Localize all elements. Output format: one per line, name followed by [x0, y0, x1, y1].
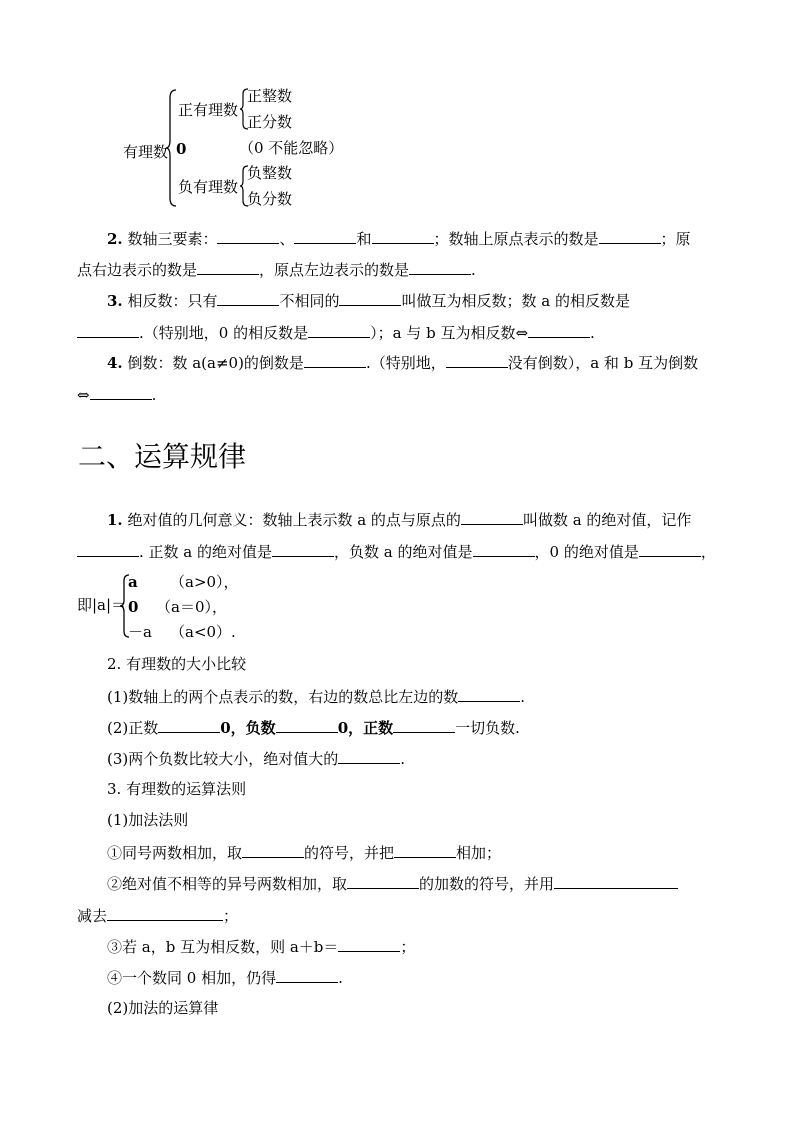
- blank[interactable]: [217, 229, 279, 244]
- blank[interactable]: [458, 687, 520, 702]
- item-3-line-1: 3. 相反数：只有 不相同的 叫做互为相反数；数 a 的相反数是: [107, 292, 630, 310]
- compare-2: (2)正数 0，负数 0，正数 一切负数.: [107, 719, 520, 737]
- blank[interactable]: [347, 874, 419, 889]
- rule-3: ③若 a，b 互为相反数，则 a＋b＝ ；: [107, 938, 416, 956]
- blank[interactable]: [409, 260, 471, 275]
- blank[interactable]: [304, 353, 366, 368]
- blank[interactable]: [528, 323, 590, 338]
- compare-1: (1)数轴上的两个点表示的数，右边的数总比左边的数 .: [107, 688, 526, 706]
- blank[interactable]: [158, 718, 220, 733]
- blank[interactable]: [197, 260, 259, 275]
- case-3-condition: （a<0）.: [170, 623, 236, 641]
- blank[interactable]: [77, 323, 139, 338]
- blank[interactable]: [276, 718, 338, 733]
- blank[interactable]: [90, 385, 152, 400]
- rule-2-line-1: ②绝对值不相等的异号两数相加，取 的加数的符号，并用: [107, 874, 678, 893]
- blank[interactable]: [599, 229, 661, 244]
- case-2-condition: （a＝0），: [156, 598, 227, 616]
- tree-root: 有理数: [123, 143, 169, 161]
- blank[interactable]: [393, 718, 455, 733]
- blank[interactable]: [77, 542, 139, 557]
- compare-3: (3)两个负数比较大小，绝对值大的 .: [107, 750, 406, 768]
- tree-positive: 正有理数: [178, 101, 239, 119]
- blank[interactable]: [242, 843, 304, 858]
- tree-negative-integer: 负整数: [247, 164, 293, 182]
- item-3-line-2: .（特别地，0 的相反数是 ）；a 与 b 互为相反数⇔ .: [77, 323, 595, 342]
- case-3-value: －a: [128, 623, 152, 641]
- tree-zero: 0: [176, 140, 187, 158]
- tree-positive-integer: 正整数: [247, 87, 293, 105]
- blank[interactable]: [473, 542, 535, 557]
- section-title: 二、运算规律: [78, 440, 247, 473]
- blank[interactable]: [372, 229, 434, 244]
- item-4-line-1: 4. 倒数：数 a(a≠0)的倒数是 .（特别地， 没有倒数），a 和 b 互为倒数: [107, 354, 699, 372]
- blank[interactable]: [639, 542, 701, 557]
- blank[interactable]: [217, 291, 279, 306]
- rule-4: ④一个数同 0 相加，仍得 .: [107, 969, 343, 987]
- rule-1: ①同号两数相加，取 的符号，并把 相加；: [107, 844, 502, 862]
- tree-zero-note: （0 不能忽略）: [239, 139, 344, 157]
- addition-heading: (1)加法法则: [107, 811, 189, 829]
- addition-laws-heading: (2)加法的运算律: [107, 999, 219, 1017]
- case-2-value: 0: [128, 598, 139, 616]
- item-2-line-1: 2. 数轴三要素： 、 和 ；数轴上原点表示的数是 ；原: [107, 230, 691, 248]
- tree-positive-fraction: 正分数: [247, 113, 293, 131]
- rule-2-line-2: 减去 ；: [77, 907, 239, 925]
- case-1-value: a: [128, 573, 138, 591]
- blank[interactable]: [554, 874, 678, 889]
- blank[interactable]: [339, 291, 401, 306]
- case-1-condition: （a>0），: [170, 573, 239, 591]
- blank[interactable]: [461, 510, 523, 525]
- compare-heading: 2. 有理数的大小比较: [107, 655, 247, 673]
- abs-def-line-1: 1. 绝对值的几何意义：数轴上表示数 a 的点与原点的 叫做数 a 的绝对值，记作: [107, 511, 692, 529]
- blank[interactable]: [394, 843, 456, 858]
- rules-heading: 3. 有理数的运算法则: [107, 780, 247, 798]
- tree-negative: 负有理数: [178, 178, 239, 196]
- item-2-line-2: 点右边表示的数是 ，原点左边表示的数是 .: [77, 261, 476, 279]
- blank[interactable]: [338, 937, 400, 952]
- blank[interactable]: [308, 323, 370, 338]
- blank[interactable]: [107, 906, 223, 921]
- item-4-line-2: ⇔ .: [77, 386, 157, 404]
- blank[interactable]: [276, 968, 338, 983]
- abs-def-line-2: . 正数 a 的绝对值是 ，负数 a 的绝对值是 ，0 的绝对值是 ，: [77, 542, 716, 561]
- blank[interactable]: [338, 749, 400, 764]
- blank[interactable]: [446, 353, 508, 368]
- blank[interactable]: [294, 229, 356, 244]
- abs-prefix: 即|a|＝: [77, 596, 127, 614]
- tree-negative-fraction: 负分数: [247, 190, 293, 208]
- blank[interactable]: [272, 542, 334, 557]
